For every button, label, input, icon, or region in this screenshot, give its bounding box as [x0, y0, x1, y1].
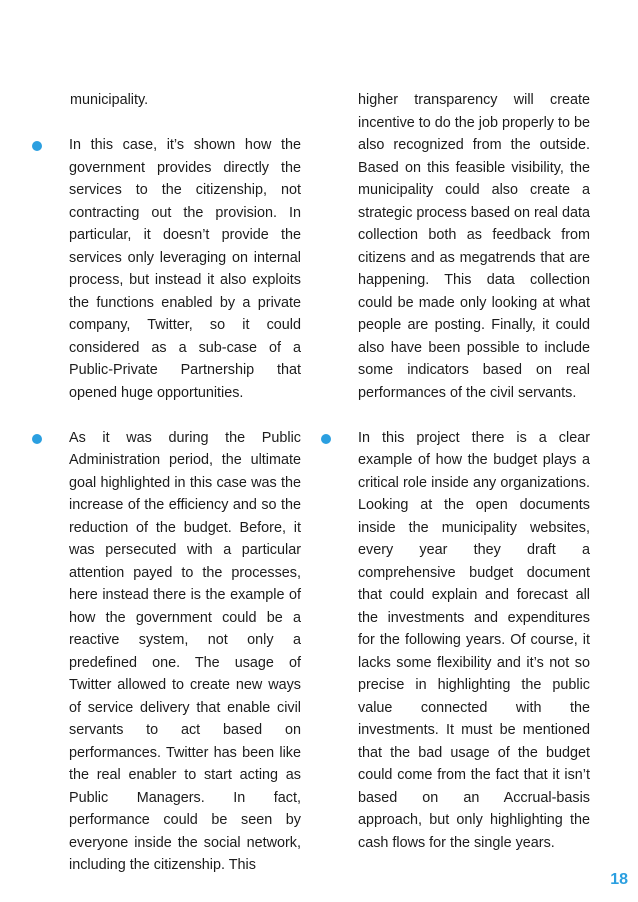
bullet-paragraph: [69, 427, 301, 877]
bullet-paragraph: [358, 427, 590, 855]
bullet-text: As it was during the Public Administration period, the ultimate goal highlighted in this case was the increase of the efficiency and so the reduction of the budget. Before, it was persecuted with a particular attention payed to the processes, here instead there is the example of how the government could be a reactive system, not only a predefined one. The usage of Twitter allowed to create new ways of service delivery that enable civil servants to act based on performances. Twitter has been like the real enabler to start acting as Public Managers. In fact, performance could be seen by everyone inside the social network, including the citizenship. This: [69, 429, 301, 873]
bullet-paragraph: [69, 134, 301, 404]
continuation-paragraph: municipality.: [70, 92, 149, 108]
bullet-text: In this case, it’s shown how the government provides directly the services to the citizenship, not contracting out the provision. In particular, it doesn’t provide the services only leveraging on internal process, but instead it also exploits the functions enabled by a private company, Twitter, so it could considered as a sub-case of a Public-Private Partnership that opened huge opportunities.: [69, 137, 301, 401]
continuation-paragraph: higher transparency will create incentive to do the job properly to be also recognized from the outside. Based on this feasible visibility, the municipality could also create a strategic process based on real data collection both as feedback from citizens and as megatrends that are happening. This data collection could be made only looking at what people are posting. Finally, it could also have been possible to include some indicators based on real performances of the civil servants.: [358, 92, 590, 401]
right-column: [358, 89, 590, 854]
bullet-dot-icon: [32, 141, 42, 151]
page-number: 18: [610, 871, 628, 888]
bullet-dot-icon: [321, 434, 331, 444]
left-column: [69, 89, 301, 877]
bullet-text: In this project there is a clear example of how the budget plays a critical role inside any organizations. Looking at the open documents inside the municipality websites, every year they draft a comprehensive budget document that could explain and forecast all the investments and expenditures for the following years. Of course, it lacks some flexibility and it’s not so precise in highlighting the public value connected with the investments. It must be mentioned that the bad usage of the budget could come from the fact that it isn’t based on an Accrual-basis approach, but only highlighting the cash flows for the single years.: [358, 429, 590, 851]
bullet-dot-icon: [32, 434, 42, 444]
